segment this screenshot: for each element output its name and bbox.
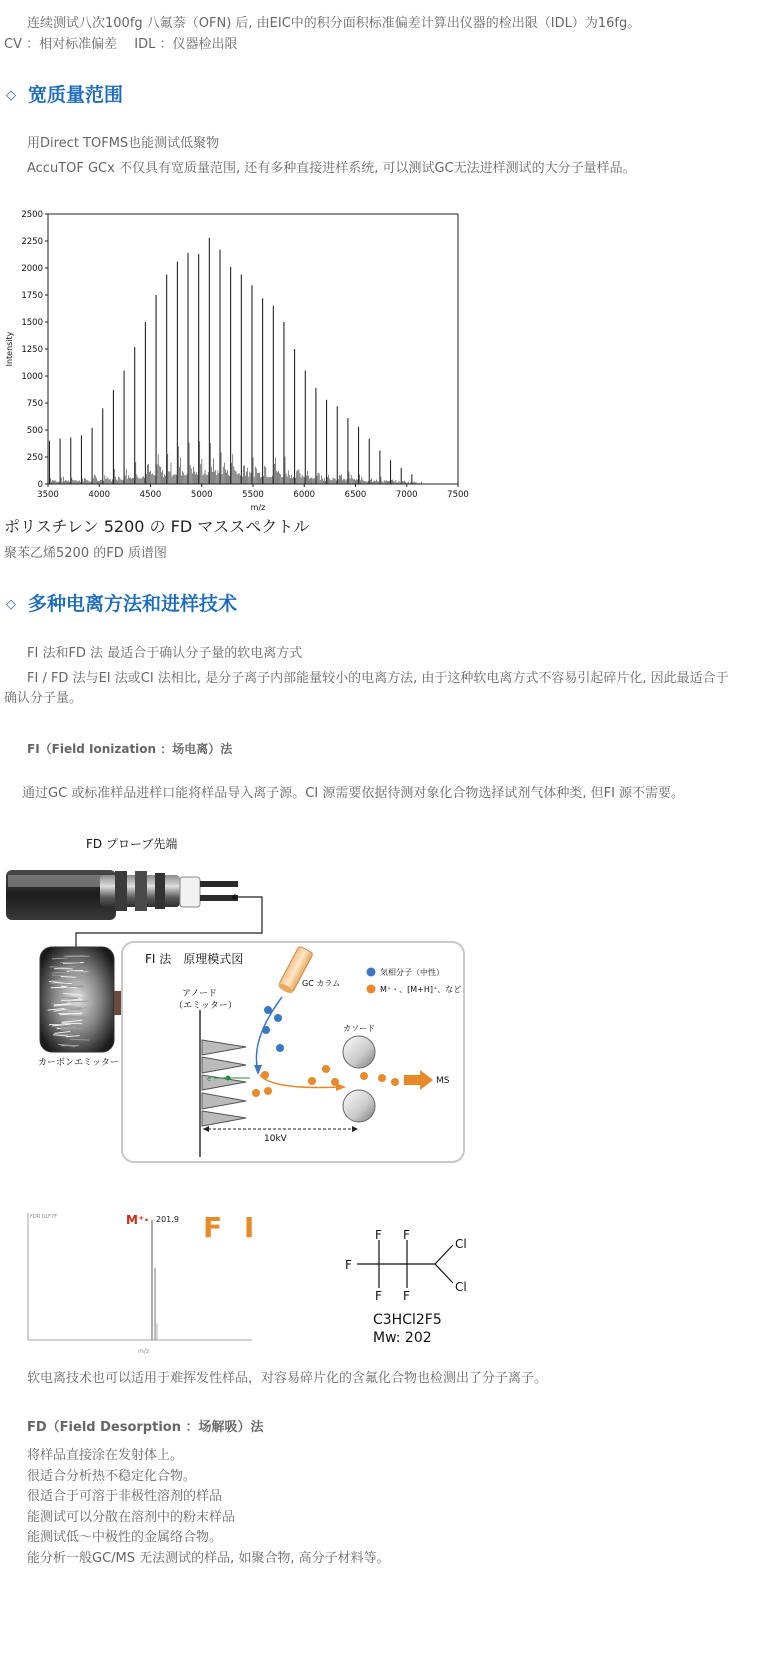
- fi-description: 通过GC 或标准样品进样口能将样品导入离子源。CI 源需要依据待测对象化合物选择试剂气体种类, 但FI 源不需要。: [22, 786, 685, 801]
- y-tick-label: 250: [26, 453, 43, 463]
- x-tick-label: 4500: [139, 490, 162, 500]
- section2-paragraph-2b: 确认分子量。: [4, 691, 83, 706]
- ms-label: MS: [436, 1076, 450, 1086]
- peak-value-label: 201.9: [156, 1215, 179, 1224]
- fd-feature-list: [27, 1446, 390, 1569]
- molecule-weight: Mw: 202: [373, 1330, 432, 1346]
- fd-feature-item: 能测试可以分散在溶剂中的粉末样品: [27, 1509, 236, 1525]
- plot-frame: [48, 214, 458, 484]
- y-tick-label: 500: [26, 426, 43, 436]
- fd-mass-spectrum-chart: [0, 205, 470, 520]
- y-axis-label: Intensity: [5, 331, 14, 367]
- atom-f-5: F: [403, 1289, 410, 1303]
- section2-paragraph-1: FI 法和FD 法 最适合于确认分子量的软电离方式: [27, 646, 303, 661]
- cathode-upper: [343, 1036, 375, 1068]
- fi-principle-diagram: [0, 825, 470, 1170]
- intro-line-1: 连续测试八次100fg 八氟萘（OFN) 后, 由EIC中的积分面积标准偏差计算出仪器的检出限（IDL）为16fg。: [27, 16, 641, 31]
- atom-f-4: F: [375, 1289, 382, 1303]
- section1-paragraph-2: AccuTOF GCx 不仅具有宽质量范围, 还有多种直接进样系统, 可以测试GC无法进样测试的大分子量样品。: [27, 161, 636, 176]
- anode-label-2: （エミッター）: [174, 1001, 237, 1011]
- fd-probe-photo: [6, 870, 238, 920]
- spectrum-small-label: FDR 01F7F: [30, 1214, 58, 1220]
- molecule-formula: C3HCl2F5: [373, 1312, 442, 1328]
- diamond-bullet-icon: ◇: [6, 88, 16, 103]
- atom-f-3: F: [345, 1258, 352, 1272]
- y-tick-label: 0: [37, 480, 43, 490]
- voltage-label: 10kV: [264, 1134, 287, 1144]
- emitter-fiber: [52, 972, 65, 973]
- section2-paragraph-2a: FI / FD 法与EI 法或CI 法相比, 是分子离子内部能量较小的电离方法, 由于这种软电离方式不容易引起碎片化, 因此最适合于: [27, 671, 729, 686]
- legend-neutral: 気相分子（中性）: [380, 968, 444, 977]
- fd-heading: FD（Field Desorption ：场解吸）法: [27, 1420, 264, 1435]
- intro-line-2: CV ：相对标准偏差 IDL ：仪器检出限: [4, 37, 238, 52]
- fd-feature-item: 将样品直接涂在发射体上。: [27, 1448, 184, 1463]
- x-axis-label: m/z: [250, 503, 266, 512]
- section-title-text: 多种电离方法和进样技术: [28, 593, 238, 615]
- y-tick-label: 750: [26, 399, 43, 409]
- atom-f-2: F: [403, 1228, 410, 1242]
- svg-text:e⁻: e⁻: [207, 1075, 216, 1083]
- x-tick-label: 4000: [88, 490, 111, 500]
- atom-f-1: F: [375, 1228, 382, 1242]
- fd-feature-item: 很适合于可溶于非极性溶剂的样品: [27, 1489, 223, 1504]
- legend-ion: M⁺・、[M+H]⁺、など: [380, 985, 462, 994]
- fd-feature-item: 能分析一般GC/MS 无法测试的样品, 如聚合物, 高分子材料等。: [27, 1550, 390, 1566]
- y-tick-label: 2500: [21, 210, 43, 220]
- y-tick-label: 1500: [21, 318, 43, 328]
- gc-label: GC カラム: [302, 979, 341, 988]
- y-tick-label: 1750: [21, 291, 43, 301]
- diamond-bullet-icon: ◇: [6, 597, 16, 612]
- probe-label: FD プローブ先端: [86, 837, 178, 851]
- x-tick-label: 5000: [190, 490, 213, 500]
- emitter-label: カーボンエミッター: [38, 1058, 119, 1068]
- chart-caption-jp: ポリスチレン 5200 の FD マススペクトル: [4, 517, 310, 536]
- y-tick-label: 1000: [21, 372, 43, 382]
- fi-big-label: F I: [203, 1211, 261, 1244]
- x-tick-label: 6500: [344, 490, 367, 500]
- section-title-ionization: [6, 592, 237, 619]
- cathode-label: カソード: [343, 1024, 375, 1033]
- y-tick-label: 2000: [21, 264, 43, 274]
- chart-caption-cn: 聚苯乙烯5200 的FD 质谱图: [4, 546, 167, 561]
- x-tick-label: 3500: [37, 490, 59, 500]
- x-tick-label: 5500: [242, 490, 264, 500]
- emitter-fiber: [61, 1000, 82, 1001]
- soft-ionization-note: 软电离技术也可以适用于难挥发性样品，对容易碎片化的含氟化合物也检测出了分子离子。: [27, 1371, 548, 1386]
- box-title: FI 法 原理模式図: [145, 952, 244, 966]
- m-plus-label: M⁺·: [126, 1213, 149, 1227]
- x-tick-label: 7500: [447, 490, 469, 500]
- atom-cl-2: Cl: [455, 1280, 467, 1294]
- atom-cl-1: Cl: [455, 1237, 467, 1251]
- section1-paragraph-1: 用Direct TOFMS也能测试低聚物: [27, 136, 220, 151]
- y-tick-label: 2250: [21, 237, 43, 247]
- x-tick-label: 7000: [395, 490, 418, 500]
- cathode-lower: [343, 1090, 375, 1122]
- section-title-text: 宽质量范围: [28, 84, 124, 106]
- fd-feature-item: 很适合分析热不稳定化合物。: [27, 1468, 197, 1484]
- section-title-mass-range: [6, 83, 123, 110]
- fi-heading: FI（Field Ionization ：场电离）法: [27, 742, 233, 756]
- y-tick-label: 1250: [21, 345, 43, 355]
- fd-feature-item: 能测试低～中极性的金属络合物。: [27, 1530, 223, 1545]
- x-tick-label: 6000: [293, 490, 316, 500]
- spectrum-xlabel: m/z: [138, 1348, 150, 1355]
- molecule-structure: [335, 1220, 485, 1350]
- anode-label-1: アノード: [182, 989, 218, 999]
